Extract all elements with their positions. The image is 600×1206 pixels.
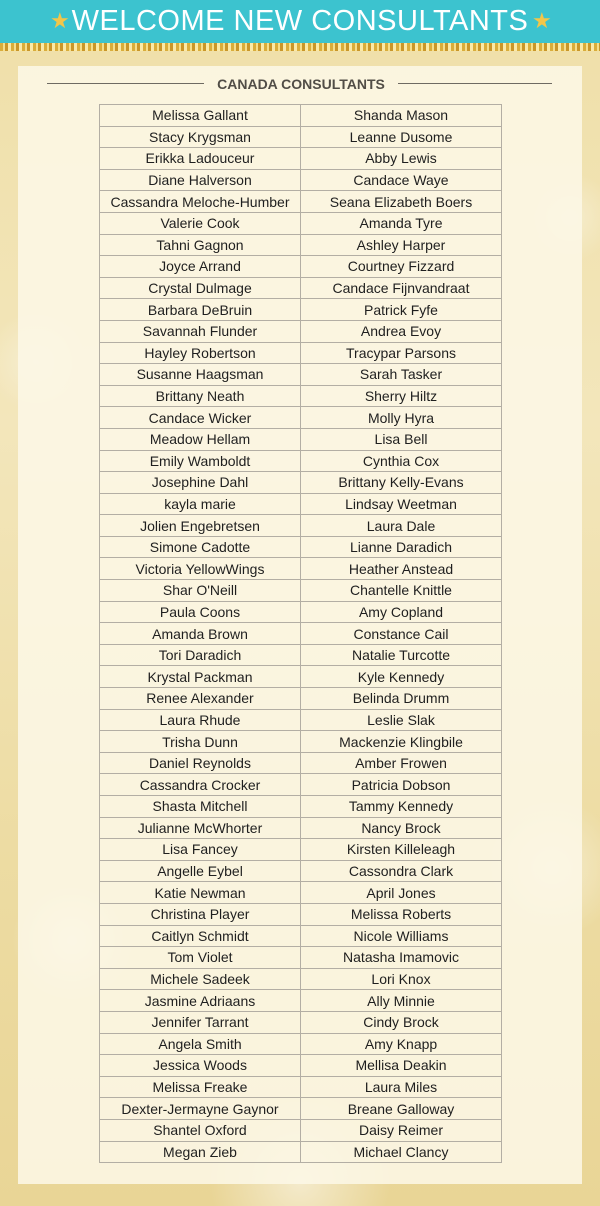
consultant-name-left: Amanda Brown [100,623,301,645]
consultant-name-left: Erikka Ladouceur [100,148,301,170]
consultant-name-left: Michele Sadeek [100,968,301,990]
consultant-name-left: Paula Coons [100,601,301,623]
consultant-name-left: Angelle Eybel [100,860,301,882]
consultant-name-left: Cassandra Meloche-Humber [100,191,301,213]
consultant-name-right: Cynthia Cox [301,450,502,472]
consultant-name-right: Amanda Tyre [301,212,502,234]
consultant-name-right: Sherry Hiltz [301,385,502,407]
table-row [100,1011,502,1033]
consultant-name-right: Leslie Slak [301,709,502,731]
consultant-name-left: Shar O'Neill [100,580,301,602]
header-banner [0,0,600,43]
table-row [100,428,502,450]
table-row [100,450,502,472]
table-row [100,1033,502,1055]
star-icon: ★ [50,8,70,33]
consultant-name-left: Laura Rhude [100,709,301,731]
consultant-name-right: Lisa Bell [301,428,502,450]
table-row [100,817,502,839]
consultant-name-right: Leanne Dusome [301,126,502,148]
table-row [100,320,502,342]
consultant-name-right: Daisy Reimer [301,1119,502,1141]
consultant-name-right: Kyle Kennedy [301,666,502,688]
consultant-name-right: Patrick Fyfe [301,299,502,321]
consultant-name-right: Amy Copland [301,601,502,623]
table-row [100,407,502,429]
consultant-name-right: Lori Knox [301,968,502,990]
consultant-name-right: Abby Lewis [301,148,502,170]
consultant-name-right: Kirsten Killeleagh [301,839,502,861]
table-row [100,623,502,645]
table-row [100,860,502,882]
consultant-name-right: Nancy Brock [301,817,502,839]
consultant-name-left: Melissa Gallant [100,105,301,127]
consultant-name-right: Mackenzie Klingbile [301,731,502,753]
table-row [100,105,502,127]
consultant-name-left: Melissa Freake [100,1076,301,1098]
table-row [100,299,502,321]
consultant-name-left: Trisha Dunn [100,731,301,753]
table-row [100,968,502,990]
consultant-name-right: Andrea Evoy [301,320,502,342]
table-row [100,580,502,602]
table-row [100,342,502,364]
consultants-table [99,104,502,1163]
content-panel [18,66,582,1184]
consultant-name-left: Jolien Engebretsen [100,515,301,537]
consultant-name-left: Lisa Fancey [100,839,301,861]
consultant-name-right: Shanda Mason [301,105,502,127]
consultant-name-right: Laura Dale [301,515,502,537]
table-row [100,903,502,925]
consultant-name-left: Crystal Dulmage [100,277,301,299]
consultant-name-left: Shantel Oxford [100,1119,301,1141]
consultant-name-left: Christina Player [100,903,301,925]
star-icon: ★ [532,8,552,33]
consultant-name-left: Tori Daradich [100,644,301,666]
consultant-name-right: Ashley Harper [301,234,502,256]
table-row [100,644,502,666]
consultant-name-right: Natasha Imamovic [301,947,502,969]
consultant-name-right: Laura Miles [301,1076,502,1098]
consultant-name-right: Cindy Brock [301,1011,502,1033]
consultant-name-right: Melissa Roberts [301,903,502,925]
table-row [100,1055,502,1077]
consultant-name-left: Daniel Reynolds [100,752,301,774]
table-row [100,839,502,861]
consultant-name-left: Simone Cadotte [100,536,301,558]
consultant-name-left: Hayley Robertson [100,342,301,364]
consultant-name-left: Savannah Flunder [100,320,301,342]
table-row [100,558,502,580]
table-row [100,126,502,148]
consultant-name-right: April Jones [301,882,502,904]
consultant-name-left: Katie Newman [100,882,301,904]
table-row [100,731,502,753]
table-row [100,234,502,256]
table-row [100,515,502,537]
table-row [100,385,502,407]
table-row [100,493,502,515]
consultant-name-left: Jasmine Adriaans [100,990,301,1012]
consultant-name-left: Tom Violet [100,947,301,969]
table-row [100,774,502,796]
table-row [100,925,502,947]
consultant-name-left: Angela Smith [100,1033,301,1055]
consultant-name-left: Krystal Packman [100,666,301,688]
table-row [100,169,502,191]
consultant-name-right: Lindsay Weetman [301,493,502,515]
consultant-name-left: Josephine Dahl [100,472,301,494]
consultant-name-left: Valerie Cook [100,212,301,234]
consultant-name-left: Barbara DeBruin [100,299,301,321]
consultant-name-right: Michael Clancy [301,1141,502,1163]
consultant-name-right: Candace Fijnvandraat [301,277,502,299]
consultant-name-left: Megan Zieb [100,1141,301,1163]
glitter-divider [0,43,600,51]
consultant-name-right: Belinda Drumm [301,688,502,710]
consultant-name-right: Sarah Tasker [301,364,502,386]
table-row [100,472,502,494]
consultant-name-left: Jennifer Tarrant [100,1011,301,1033]
consultant-name-left: Victoria YellowWings [100,558,301,580]
consultant-name-left: Susanne Haagsman [100,364,301,386]
section-title: CANADA CONSULTANTS [217,76,385,92]
consultant-name-right: Tammy Kennedy [301,796,502,818]
consultant-name-left: Stacy Krygsman [100,126,301,148]
consultant-name-right: Mellisa Deakin [301,1055,502,1077]
table-row [100,709,502,731]
consultant-name-right: Nicole Williams [301,925,502,947]
consultant-name-right: Heather Anstead [301,558,502,580]
consultant-name-right: Brittany Kelly-Evans [301,472,502,494]
consultant-name-right: Amber Frowen [301,752,502,774]
table-row [100,990,502,1012]
consultant-name-left: Joyce Arrand [100,256,301,278]
consultant-name-left: Tahni Gagnon [100,234,301,256]
consultant-name-left: Renee Alexander [100,688,301,710]
table-row [100,796,502,818]
consultant-name-left: Brittany Neath [100,385,301,407]
section-rule-right [398,83,552,84]
consultant-name-left: Meadow Hellam [100,428,301,450]
consultant-name-right: Ally Minnie [301,990,502,1012]
consultants-table-body [100,105,502,1163]
table-row [100,256,502,278]
consultant-name-right: Cassondra Clark [301,860,502,882]
consultant-name-right: Chantelle Knittle [301,580,502,602]
table-row [100,1098,502,1120]
table-row [100,1119,502,1141]
consultant-name-left: kayla marie [100,493,301,515]
table-row [100,752,502,774]
consultant-name-left: Emily Wamboldt [100,450,301,472]
consultant-name-left: Dexter-Jermayne Gaynor [100,1098,301,1120]
consultant-name-right: Constance Cail [301,623,502,645]
table-row [100,148,502,170]
table-row [100,1141,502,1163]
consultant-name-right: Amy Knapp [301,1033,502,1055]
table-row [100,1076,502,1098]
consultant-name-left: Shasta Mitchell [100,796,301,818]
consultant-name-right: Lianne Daradich [301,536,502,558]
consultant-name-right: Molly Hyra [301,407,502,429]
table-row [100,536,502,558]
consultant-name-left: Diane Halverson [100,169,301,191]
table-row [100,212,502,234]
table-row [100,947,502,969]
consultant-name-left: Candace Wicker [100,407,301,429]
consultant-name-right: Seana Elizabeth Boers [301,191,502,213]
consultant-name-left: Cassandra Crocker [100,774,301,796]
consultant-name-right: Tracypar Parsons [301,342,502,364]
consultant-name-right: Patricia Dobson [301,774,502,796]
table-row [100,666,502,688]
table-row [100,601,502,623]
consultant-name-right: Natalie Turcotte [301,644,502,666]
section-rule-left [47,83,204,84]
consultant-name-right: Courtney Fizzard [301,256,502,278]
consultant-name-left: Julianne McWhorter [100,817,301,839]
table-row [100,882,502,904]
consultant-name-left: Jessica Woods [100,1055,301,1077]
consultant-name-right: Candace Waye [301,169,502,191]
table-row [100,191,502,213]
consultant-name-left: Caitlyn Schmidt [100,925,301,947]
table-row [100,277,502,299]
page-title: WELCOME NEW CONSULTANTS [71,5,529,37]
consultant-name-right: Breane Galloway [301,1098,502,1120]
table-row [100,688,502,710]
table-row [100,364,502,386]
